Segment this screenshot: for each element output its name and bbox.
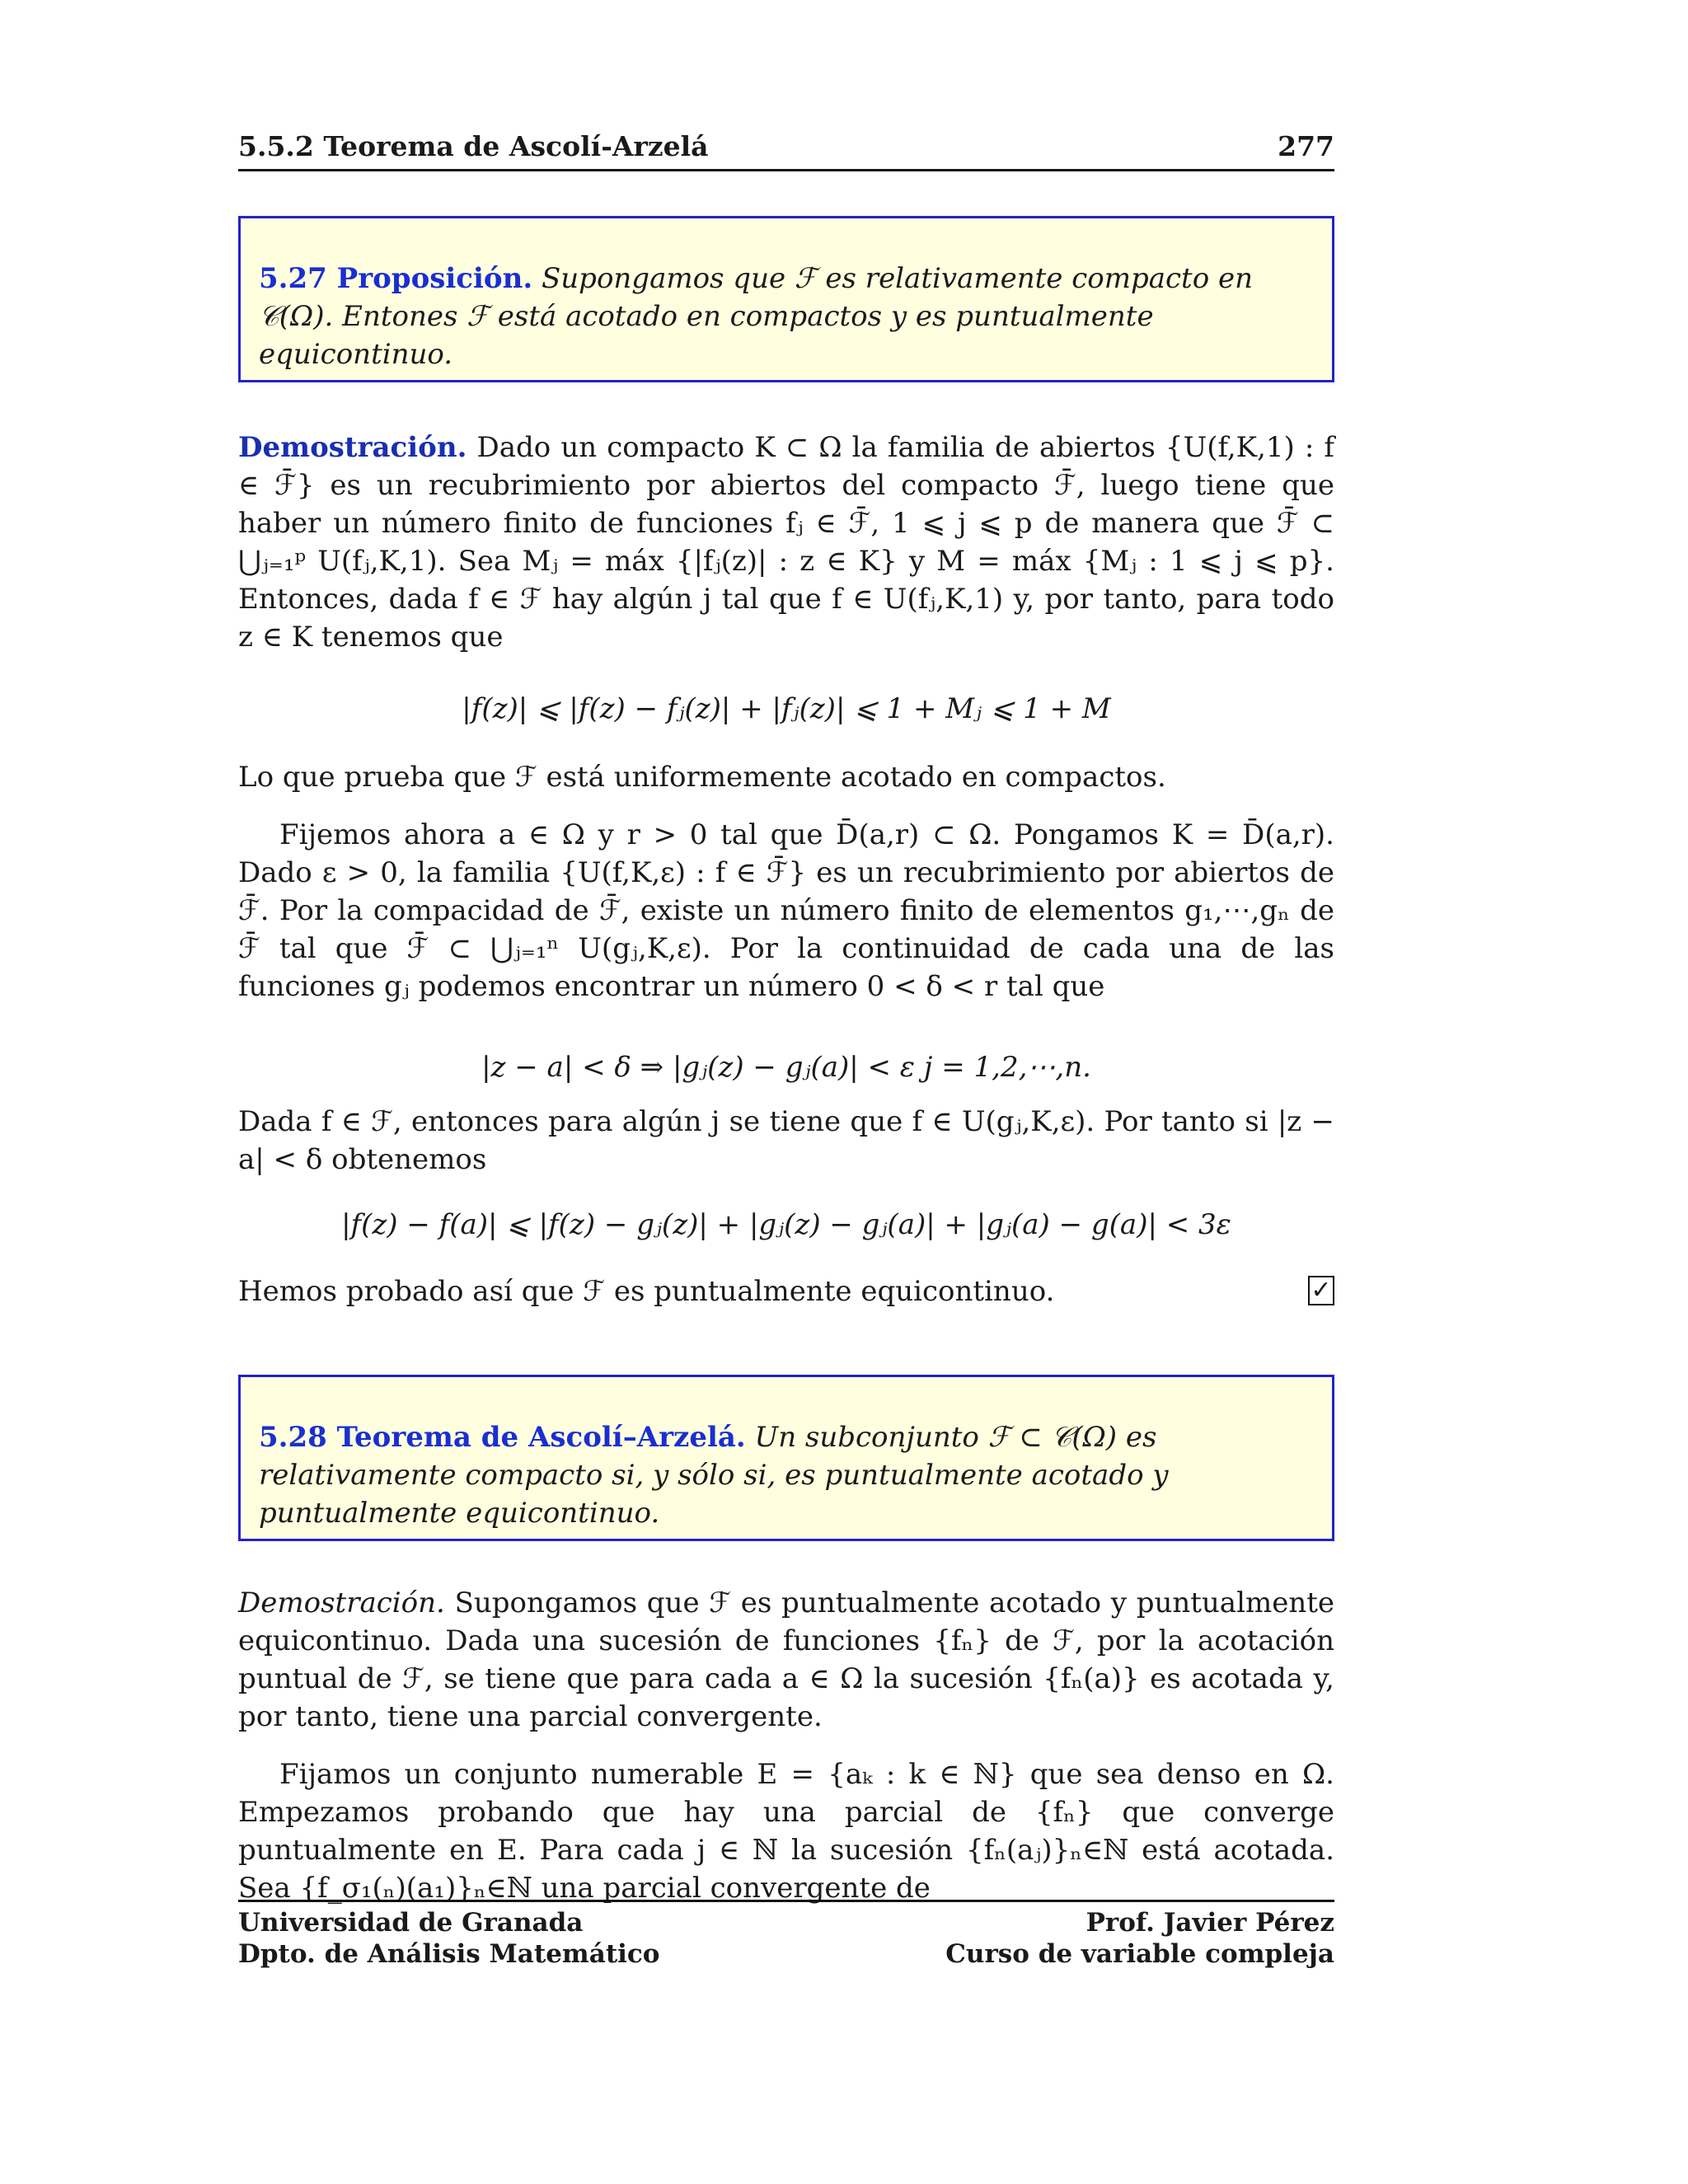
theorem-box <box>238 1375 1334 1541</box>
proof2-paragraph-2: Fijamos un conjunto numerable E = {aₖ : k ∈ ℕ} que sea denso en Ω. Empezamos probando que hay una parcial de {fₙ} que converge puntualmente en E. Para cada j ∈ ℕ la sucesión {fₙ(aⱼ)}ₙ∈ℕ está acotada. Sea {f_σ₁(ₙ)(a₁)}ₙ∈ℕ una parcial convergente de <box>238 1758 1334 1905</box>
footer-department: Dpto. de Análisis Matemático <box>238 1939 660 1969</box>
page-number: 277 <box>1278 130 1334 162</box>
proof2-paragraph-1 <box>238 1584 1334 1736</box>
proposition-text: Supongamos que ℱ es relativamente compacto en 𝒞(Ω). Entones ℱ está acotado en compactos y es puntualmente equicontinuo. <box>259 262 1253 371</box>
footer-left <box>238 1907 659 1970</box>
proof-label: Demostración. <box>238 431 467 464</box>
equation-1: |f(z)| ⩽ |f(z) − fⱼ(z)| + |fⱼ(z)| ⩽ 1 + Mⱼ ⩽ 1 + M <box>462 692 1111 725</box>
theorem-label: 5.28 Teorema de Ascolí–Arzelá. <box>259 1421 746 1454</box>
proof-paragraph-2: Lo que prueba que ℱ está uniformemente acotado en compactos. <box>238 761 1166 794</box>
footer-course: Curso de variable compleja <box>945 1939 1334 1969</box>
proof-paragraph-3: Fijemos ahora a ∈ Ω y r > 0 tal que D̄(a,r) ⊂ Ω. Pongamos K = D̄(a,r). Dado ε > 0, la familia {U(f,K,ε) : f ∈ ℱ̄} es un recubrimiento por abiertos de ℱ̄. Por la compacidad de ℱ̄, existe un número finito de elementos g₁,⋯,gₙ de ℱ̄ tal que ℱ̄ ⊂ ⋃ⱼ₌₁ⁿ U(gⱼ,K,ε). Por la continuidad de cada una de las funciones gⱼ podemos encontrar un número 0 < δ < r tal que <box>238 818 1334 1003</box>
proof2-label: Demostración. <box>238 1586 445 1619</box>
running-head <box>238 130 1334 171</box>
footer <box>238 1900 1334 1970</box>
proposition-box <box>238 216 1334 382</box>
footer-author: Prof. Javier Pérez <box>1085 1908 1334 1938</box>
proposition-label: 5.27 Proposición. <box>259 262 533 295</box>
equation-3: |f(z) − f(a)| ⩽ |f(z) − gⱼ(z)| + |gⱼ(z) − gⱼ(a)| + |gⱼ(a) − g(a)| < 3ε <box>341 1208 1231 1241</box>
proof-paragraph-1 <box>238 429 1334 656</box>
footer-university: Universidad de Granada <box>238 1908 584 1938</box>
equation-2: |z − a| < δ ⇒ |gⱼ(z) − gⱼ(a)| < ε j = 1,2,⋯,n. <box>481 1051 1091 1084</box>
footer-right <box>945 1907 1334 1970</box>
proof2-text: Supongamos que ℱ es puntualmente acotado y puntualmente equicontinuo. Dada una sucesión de funciones {fₙ} de ℱ, por la acotación puntual de ℱ, se tiene que para cada a ∈ Ω la sucesión {fₙ(a)} es acotada y, por tanto, tiene una parcial convergente. <box>238 1586 1334 1733</box>
proof-paragraph-5: Hemos probado así que ℱ es puntualmente equicontinuo. <box>238 1275 1055 1308</box>
proof-paragraph-4: Dada f ∈ ℱ, entonces para algún j se tiene que f ∈ U(gⱼ,K,ε). Por tanto si |z − a| < δ obtenemos <box>238 1105 1334 1176</box>
qed-checkmark-icon: ✓ <box>1308 1276 1334 1305</box>
proof-text: Dado un compacto K ⊂ Ω la familia de abiertos {U(f,K,1) : f ∈ ℱ̄} es un recubrimiento por abiertos del compacto ℱ̄, luego tiene que haber un número finito de funciones fⱼ ∈ ℱ̄, 1 ⩽ j ⩽ p de manera que ℱ̄ ⊂ ⋃ⱼ₌₁ᵖ U(fⱼ,K,1). Sea Mⱼ = máx {|fⱼ(z)| : z ∈ K} y M = máx {Mⱼ : 1 ⩽ j ⩽ p}. Entonces, dada f ∈ ℱ hay algún j tal que f ∈ U(fⱼ,K,1) y, por tanto, para todo z ∈ K tenemos que <box>238 431 1334 654</box>
theorem-text: Un subconjunto ℱ ⊂ 𝒞(Ω) es relativamente compacto si, y sólo si, es puntualmente acotado y puntualmente equicontinuo. <box>259 1421 1169 1530</box>
section-title: 5.5.2 Teorema de Ascolí-Arzelá <box>238 130 709 162</box>
